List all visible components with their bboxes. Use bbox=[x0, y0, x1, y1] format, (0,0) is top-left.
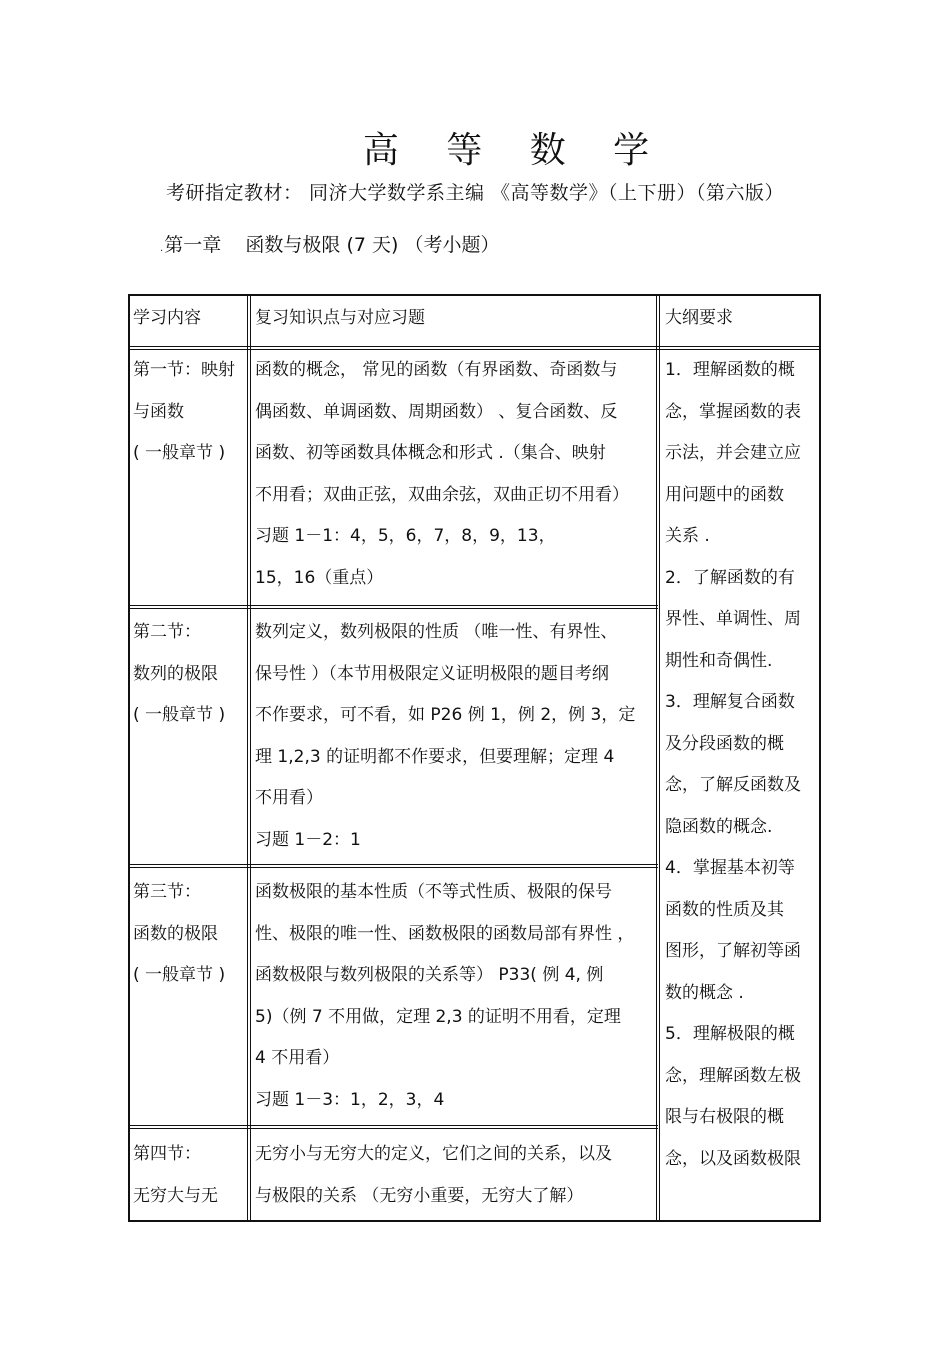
chapter-heading bbox=[160, 230, 499, 257]
chapter-days: (7 天) bbox=[346, 234, 399, 256]
table-border-top bbox=[128, 294, 821, 296]
col-divider-2a bbox=[656, 294, 657, 1222]
col-divider-1a bbox=[247, 294, 248, 1222]
row-divider-3b bbox=[128, 1128, 658, 1129]
section-1-content: 函数的概念， 常见的函数（有界函数、奇函数与 偶函数、单调函数、周期函数） 、复合函数、反 函数、初等函数具体概念和形式 .（集合、映射 不用看；双曲正弦，双曲余弦，双曲正切不用看） 习题 1－1：4，5，6，7，8，9，13， 15，16（重点） bbox=[255, 360, 629, 588]
section-4-content: 无穷小与无穷大的定义，它们之间的关系，以及 与极限的关系 （无穷小重要，无穷大了解） bbox=[255, 1144, 612, 1206]
header-divider-a bbox=[128, 346, 821, 347]
table-border-right bbox=[819, 294, 821, 1222]
section-1-name: 第一节：映射 与函数 ( 一般章节 ) bbox=[133, 360, 235, 463]
section-4-name: 第四节： 无穷大与无 bbox=[133, 1144, 218, 1206]
chapter-name: 函数与极限 bbox=[245, 234, 341, 256]
col-divider-2b bbox=[659, 294, 660, 1222]
syllabus-requirements: 1．理解函数的概 念，掌握函数的表 示法，并会建立应 用问题中的函数 关系 . 2．了解函数的有 界性、单调性、周 期性和奇偶性. 3．理解复合函数 及分段函数的概 念，了解反函数及 隐函数的概念. 4．掌握基本初等 函数的性质及其 图形，了解初等函 数的概念 . 5．理解极限的概 念，理解函数左极 限与右极限的概 念，以及函数极限 bbox=[665, 360, 801, 1169]
row-divider-2a bbox=[128, 864, 658, 865]
chapter-dot: . bbox=[160, 243, 164, 254]
section-3-content: 函数极限的基本性质（不等式性质、极限的保号 性、极限的唯一性、函数极限的函数局部有界性 ， 函数极限与数列极限的关系等） P33( 例 4, 例 5)（例 7 不用做，定理 2,3 的证明不用看，定理 4 不用看） 习题 1－3：1，2，3，4 bbox=[255, 882, 635, 1110]
row-divider-1b bbox=[128, 608, 658, 609]
row-divider-3a bbox=[128, 1125, 658, 1126]
row-divider-2b bbox=[128, 867, 658, 868]
header-syllabus: 大纲要求 bbox=[665, 308, 733, 328]
row-divider-1a bbox=[128, 605, 658, 606]
chapter-note: （考小题） bbox=[404, 234, 500, 256]
section-3-name: 第三节： 函数的极限 ( 一般章节 ) bbox=[133, 882, 226, 985]
section-2-name: 第二节： 数列的极限 ( 一般章节 ) bbox=[133, 622, 226, 725]
textbook-subtitle: 考研指定教材： 同济大学数学系主编 《高等数学》（上下册）（第六版） bbox=[165, 182, 785, 204]
section-2-content: 数列定义，数列极限的性质 （唯一性、有界性、 保号性 ）（本节用极限定义证明极限的题目考纲 不作要求，可不看，如 P26 例 1，例 2，例 3，定 理 1,2,3 的证明都不作要求，但要理解；定理 4 不用看） 习题 1－2：1 bbox=[255, 622, 636, 850]
table-border-left bbox=[128, 294, 130, 1222]
header-review-points: 复习知识点与对应习题 bbox=[255, 308, 425, 328]
header-study-content: 学习内容 bbox=[133, 308, 201, 328]
chapter-label: 第一章 bbox=[164, 234, 222, 256]
table-border-bottom bbox=[128, 1220, 821, 1222]
study-plan-table bbox=[128, 294, 821, 1222]
document-title: 高 等 数 学 bbox=[362, 130, 668, 171]
col-divider-1b bbox=[250, 294, 251, 1222]
